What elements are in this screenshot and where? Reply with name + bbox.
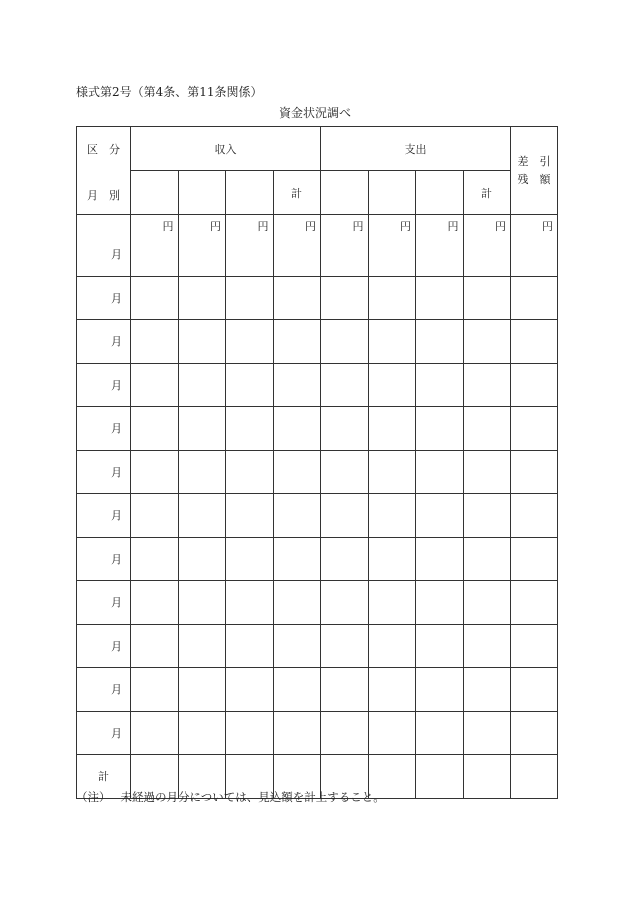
difference-label-line2: 残 額 [517, 172, 551, 186]
month-label: 月 [77, 537, 131, 581]
yen-unit-cell: 円 [178, 215, 226, 277]
amount-cell [463, 407, 511, 451]
amount-cell [511, 668, 558, 712]
amount-cell [368, 320, 416, 364]
amount-cell [368, 537, 416, 581]
amount-cell [463, 363, 511, 407]
month-label: 月 [77, 320, 131, 364]
month-row [77, 581, 558, 625]
amount-cell [131, 624, 179, 668]
month-label: 月 [77, 494, 131, 538]
amount-cell [131, 668, 179, 712]
yen-unit-cell: 円 [463, 215, 511, 277]
amount-cell [131, 494, 179, 538]
month-row [77, 450, 558, 494]
difference-header [511, 127, 558, 215]
amount-cell [368, 668, 416, 712]
amount-cell [226, 363, 274, 407]
amount-cell [321, 320, 369, 364]
amount-cell [368, 363, 416, 407]
amount-cell [321, 711, 369, 755]
amount-cell [416, 711, 464, 755]
amount-cell [416, 537, 464, 581]
amount-cell [226, 711, 274, 755]
amount-cell [273, 537, 321, 581]
total-label: 計 [77, 755, 131, 799]
amount-cell [226, 624, 274, 668]
amount-cell [321, 407, 369, 451]
amount-cell [463, 581, 511, 625]
amount-cell [131, 711, 179, 755]
total-value-cell [416, 755, 464, 799]
amount-cell [321, 494, 369, 538]
amount-cell [511, 711, 558, 755]
month-label: 月 [77, 711, 131, 755]
yen-unit-cell: 円 [131, 215, 179, 277]
amount-cell [463, 494, 511, 538]
month-row [77, 276, 558, 320]
month-rows [77, 215, 558, 755]
month-row [77, 363, 558, 407]
yen-unit-cell: 円 [368, 215, 416, 277]
income-subtotal-header: 計 [273, 171, 321, 215]
funds-status-table [76, 126, 558, 799]
amount-cell [178, 407, 226, 451]
month-row [77, 320, 558, 364]
amount-cell [416, 363, 464, 407]
month-row [77, 407, 558, 451]
document-title: 資金状況調べ [278, 106, 351, 120]
amount-cell [416, 494, 464, 538]
month-label: 月 [77, 581, 131, 625]
expense-item-header [416, 171, 464, 215]
amount-cell [178, 624, 226, 668]
footnote-label: （注） [76, 790, 111, 804]
footnote [76, 789, 385, 805]
amount-cell [321, 537, 369, 581]
expense-item-header [368, 171, 416, 215]
amount-cell [368, 276, 416, 320]
amount-cell [273, 363, 321, 407]
expense-item-header [321, 171, 369, 215]
amount-cell [368, 450, 416, 494]
month-row [77, 494, 558, 538]
month-division-label: 月 別 [87, 189, 120, 202]
division-header-cell [77, 127, 131, 215]
amount-cell [131, 581, 179, 625]
amount-cell [178, 668, 226, 712]
amount-cell [511, 407, 558, 451]
total-value-cell [463, 755, 511, 799]
income-item-header [178, 171, 226, 215]
month-label: 月 [77, 450, 131, 494]
amount-cell [226, 537, 274, 581]
amount-cell [416, 407, 464, 451]
amount-cell [321, 363, 369, 407]
income-header: 収入 [131, 127, 321, 171]
amount-cell [511, 494, 558, 538]
month-label: 月 [77, 215, 131, 277]
amount-cell [416, 581, 464, 625]
amount-cell [226, 668, 274, 712]
amount-cell [226, 407, 274, 451]
amount-cell [368, 711, 416, 755]
amount-cell [178, 581, 226, 625]
amount-cell [273, 494, 321, 538]
amount-cell [368, 624, 416, 668]
amount-cell [416, 450, 464, 494]
yen-unit-cell: 円 [321, 215, 369, 277]
amount-cell [178, 276, 226, 320]
month-row [77, 668, 558, 712]
yen-unit-cell: 円 [511, 215, 558, 277]
amount-cell [416, 320, 464, 364]
amount-cell [463, 624, 511, 668]
amount-cell [178, 537, 226, 581]
amount-cell [178, 363, 226, 407]
amount-cell [131, 363, 179, 407]
amount-cell [511, 624, 558, 668]
amount-cell [273, 276, 321, 320]
division-label: 区 分 [87, 143, 120, 156]
month-row [77, 624, 558, 668]
amount-cell [226, 276, 274, 320]
amount-cell [321, 624, 369, 668]
difference-label-line1: 差 引 [517, 154, 551, 168]
amount-cell [178, 494, 226, 538]
amount-cell [131, 276, 179, 320]
amount-cell [273, 450, 321, 494]
amount-cell [178, 450, 226, 494]
form-number: 様式第2号（第4条、第11条関係） [76, 85, 263, 99]
amount-cell [511, 276, 558, 320]
income-item-header [226, 171, 274, 215]
amount-cell [368, 494, 416, 538]
month-row [77, 537, 558, 581]
amount-cell [321, 276, 369, 320]
amount-cell [273, 624, 321, 668]
amount-cell [321, 450, 369, 494]
expense-subtotal-header: 計 [463, 171, 511, 215]
month-label: 月 [77, 624, 131, 668]
header-row-2 [77, 171, 558, 215]
amount-cell [273, 407, 321, 451]
amount-cell [368, 581, 416, 625]
amount-cell [273, 581, 321, 625]
month-label: 月 [77, 407, 131, 451]
amount-cell [368, 407, 416, 451]
amount-cell [416, 276, 464, 320]
month-label: 月 [77, 363, 131, 407]
amount-cell [131, 320, 179, 364]
amount-cell [416, 624, 464, 668]
amount-cell [321, 581, 369, 625]
amount-cell [416, 668, 464, 712]
yen-unit-cell: 円 [226, 215, 274, 277]
expense-header: 支出 [321, 127, 511, 171]
amount-cell [321, 668, 369, 712]
footnote-text: 未経過の月分については、見込額を計上すること。 [120, 790, 385, 804]
amount-cell [511, 320, 558, 364]
amount-cell [131, 450, 179, 494]
income-item-header [131, 171, 179, 215]
month-row [77, 215, 558, 277]
amount-cell [511, 581, 558, 625]
total-value-cell [511, 755, 558, 799]
amount-cell [273, 711, 321, 755]
amount-cell [273, 320, 321, 364]
amount-cell [463, 450, 511, 494]
amount-cell [131, 407, 179, 451]
month-label: 月 [77, 276, 131, 320]
month-label: 月 [77, 668, 131, 712]
month-row [77, 711, 558, 755]
amount-cell [178, 320, 226, 364]
amount-cell [463, 537, 511, 581]
amount-cell [226, 494, 274, 538]
amount-cell [226, 581, 274, 625]
amount-cell [511, 450, 558, 494]
amount-cell [131, 537, 179, 581]
amount-cell [463, 711, 511, 755]
amount-cell [463, 276, 511, 320]
amount-cell [511, 363, 558, 407]
amount-cell [273, 668, 321, 712]
header-row-1 [77, 127, 558, 171]
yen-unit-cell: 円 [273, 215, 321, 277]
yen-unit-cell: 円 [416, 215, 464, 277]
amount-cell [226, 450, 274, 494]
amount-cell [178, 711, 226, 755]
amount-cell [463, 320, 511, 364]
amount-cell [226, 320, 274, 364]
amount-cell [511, 537, 558, 581]
amount-cell [463, 668, 511, 712]
